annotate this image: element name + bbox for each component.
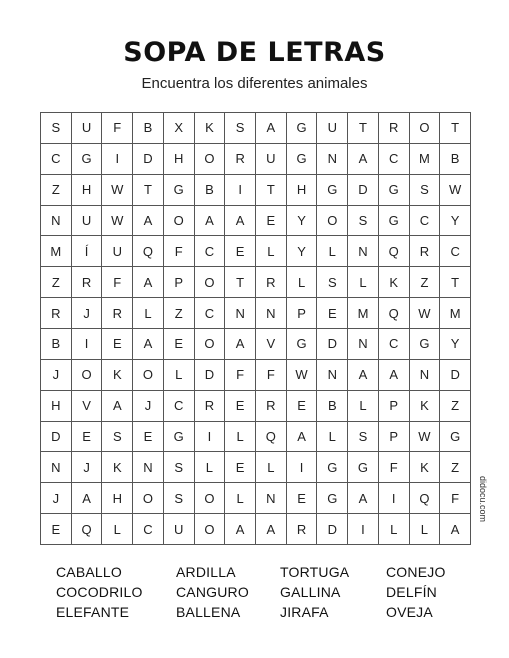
grid-cell: Z <box>41 175 72 206</box>
word-item: TORTUGA <box>280 564 350 580</box>
grid-cell: A <box>225 514 256 545</box>
grid-cell: D <box>317 329 348 360</box>
grid-cell: E <box>164 329 195 360</box>
grid-cell: R <box>102 298 133 329</box>
grid-cell: S <box>317 267 348 298</box>
grid-cell: A <box>102 391 133 422</box>
grid-cell: N <box>410 360 441 391</box>
grid-cell: G <box>317 483 348 514</box>
grid-cell: L <box>256 236 287 267</box>
grid-cell: Z <box>164 298 195 329</box>
grid-cell: K <box>102 452 133 483</box>
grid-cell: S <box>410 175 441 206</box>
grid-cell: P <box>379 391 410 422</box>
word-item: CABALLO <box>56 564 122 580</box>
grid-cell: Z <box>440 391 471 422</box>
grid-cell: I <box>287 452 318 483</box>
grid-cell: T <box>225 267 256 298</box>
grid-cell: O <box>410 113 441 144</box>
grid-cell: R <box>225 144 256 175</box>
grid-cell: S <box>225 113 256 144</box>
grid-cell: B <box>195 175 226 206</box>
grid-cell: H <box>287 175 318 206</box>
grid-cell: W <box>102 206 133 237</box>
grid-cell: L <box>225 483 256 514</box>
grid-cell: I <box>379 483 410 514</box>
word-item: BALLENA <box>176 604 241 620</box>
grid-cell: S <box>164 452 195 483</box>
grid-cell: N <box>256 298 287 329</box>
grid-cell: U <box>317 113 348 144</box>
grid-cell: L <box>133 298 164 329</box>
grid-cell: T <box>348 113 379 144</box>
grid-cell: C <box>195 236 226 267</box>
word-item: GALLINA <box>280 584 341 600</box>
grid-cell: C <box>410 206 441 237</box>
grid-cell: A <box>133 206 164 237</box>
grid-cell: E <box>133 422 164 453</box>
grid-cell: L <box>317 236 348 267</box>
word-item: DELFÍN <box>386 584 437 600</box>
grid-cell: L <box>195 452 226 483</box>
grid-cell: E <box>102 329 133 360</box>
grid-cell: G <box>287 113 318 144</box>
grid-cell: R <box>41 298 72 329</box>
grid-cell: A <box>225 206 256 237</box>
grid-cell: C <box>379 144 410 175</box>
grid-cell: L <box>410 514 441 545</box>
grid-cell: S <box>164 483 195 514</box>
grid-cell: Q <box>72 514 103 545</box>
grid-cell: G <box>379 175 410 206</box>
word-item: OVEJA <box>386 604 433 620</box>
grid-cell: Y <box>440 329 471 360</box>
grid-cell: C <box>379 329 410 360</box>
grid-cell: C <box>164 391 195 422</box>
grid-cell: D <box>317 514 348 545</box>
grid-cell: O <box>195 144 226 175</box>
grid-cell: I <box>225 175 256 206</box>
grid-cell: M <box>348 298 379 329</box>
grid-cell: N <box>225 298 256 329</box>
grid-cell: Z <box>440 452 471 483</box>
grid-cell: J <box>72 298 103 329</box>
grid-cell: U <box>72 206 103 237</box>
grid-cell: R <box>287 514 318 545</box>
grid-cell: Q <box>379 236 410 267</box>
grid-cell: E <box>225 391 256 422</box>
grid-cell: A <box>72 483 103 514</box>
grid-cell: G <box>410 329 441 360</box>
grid-cell: O <box>195 514 226 545</box>
grid-cell: G <box>287 329 318 360</box>
grid-cell: O <box>317 206 348 237</box>
grid-cell: U <box>102 236 133 267</box>
grid-cell: A <box>440 514 471 545</box>
grid-cell: C <box>41 144 72 175</box>
grid-cell: S <box>41 113 72 144</box>
grid-cell: Y <box>287 206 318 237</box>
grid-cell: P <box>379 422 410 453</box>
grid-cell: E <box>287 391 318 422</box>
grid-cell: G <box>72 144 103 175</box>
word-item: CANGURO <box>176 584 249 600</box>
grid-cell: G <box>317 175 348 206</box>
grid-cell: X <box>164 113 195 144</box>
grid-cell: F <box>379 452 410 483</box>
grid-cell: U <box>256 144 287 175</box>
grid-cell: D <box>133 144 164 175</box>
grid-cell: E <box>317 298 348 329</box>
grid-cell: N <box>256 483 287 514</box>
grid-cell: K <box>195 113 226 144</box>
grid-cell: N <box>41 452 72 483</box>
grid-cell: D <box>440 360 471 391</box>
grid-cell: J <box>72 452 103 483</box>
grid-cell: N <box>41 206 72 237</box>
grid-cell: A <box>379 360 410 391</box>
grid-cell: Y <box>440 206 471 237</box>
grid-cell: N <box>348 329 379 360</box>
grid-cell: I <box>348 514 379 545</box>
grid-cell: B <box>440 144 471 175</box>
grid-cell: G <box>348 452 379 483</box>
grid-cell: R <box>72 267 103 298</box>
word-item: JIRAFA <box>280 604 329 620</box>
grid-cell: A <box>195 206 226 237</box>
grid-cell: L <box>225 422 256 453</box>
grid-cell: O <box>133 360 164 391</box>
watermark: didocu.com <box>478 476 488 523</box>
grid-cell: T <box>440 113 471 144</box>
grid-cell: O <box>164 206 195 237</box>
word-item: ELEFANTE <box>56 604 130 620</box>
grid-cell: G <box>164 422 195 453</box>
page-title: SOPA DE LETRAS <box>123 37 386 68</box>
grid-cell: E <box>256 206 287 237</box>
grid-cell: B <box>317 391 348 422</box>
grid-cell: H <box>72 175 103 206</box>
grid-cell: G <box>164 175 195 206</box>
grid-cell: F <box>102 113 133 144</box>
grid-cell: N <box>317 360 348 391</box>
grid-cell: H <box>164 144 195 175</box>
grid-cell: A <box>348 483 379 514</box>
grid-cell: F <box>256 360 287 391</box>
word-column <box>56 562 143 622</box>
grid-cell: A <box>133 267 164 298</box>
grid-cell: F <box>164 236 195 267</box>
grid-cell: F <box>225 360 256 391</box>
grid-cell: E <box>41 514 72 545</box>
grid-cell: T <box>440 267 471 298</box>
grid-cell: R <box>410 236 441 267</box>
grid-cell: G <box>379 206 410 237</box>
grid-cell: G <box>287 144 318 175</box>
grid-cell: E <box>225 452 256 483</box>
grid-cell: L <box>256 452 287 483</box>
grid-cell: N <box>348 236 379 267</box>
grid-cell: I <box>195 422 226 453</box>
grid-cell: A <box>348 144 379 175</box>
grid-cell: Z <box>41 267 72 298</box>
grid-cell: Y <box>287 236 318 267</box>
grid-cell: P <box>164 267 195 298</box>
grid-cell: V <box>72 391 103 422</box>
grid-cell: D <box>348 175 379 206</box>
grid-cell: J <box>133 391 164 422</box>
word-item: CONEJO <box>386 564 446 580</box>
grid-cell: M <box>440 298 471 329</box>
grid-cell: Í <box>72 236 103 267</box>
grid-cell: C <box>133 514 164 545</box>
grid-cell: R <box>379 113 410 144</box>
grid-cell: R <box>256 267 287 298</box>
grid-cell: L <box>348 391 379 422</box>
grid-cell: E <box>225 236 256 267</box>
grid-cell: C <box>195 298 226 329</box>
grid-cell: C <box>440 236 471 267</box>
grid-cell: K <box>379 267 410 298</box>
grid-cell: W <box>410 422 441 453</box>
grid-cell: F <box>440 483 471 514</box>
grid-cell: R <box>256 391 287 422</box>
grid-cell: Z <box>410 267 441 298</box>
grid-cell: K <box>102 360 133 391</box>
grid-cell: W <box>410 298 441 329</box>
grid-cell: H <box>41 391 72 422</box>
grid-cell: L <box>164 360 195 391</box>
grid-cell: A <box>225 329 256 360</box>
grid-cell: D <box>41 422 72 453</box>
grid-cell: J <box>41 483 72 514</box>
grid-cell: L <box>317 422 348 453</box>
grid-cell: P <box>287 298 318 329</box>
grid-cell: U <box>164 514 195 545</box>
grid-cell: L <box>287 267 318 298</box>
grid-cell: G <box>317 452 348 483</box>
grid-cell: S <box>102 422 133 453</box>
grid-cell: H <box>102 483 133 514</box>
grid-cell: O <box>195 483 226 514</box>
grid-cell: N <box>133 452 164 483</box>
grid-cell: O <box>195 329 226 360</box>
grid-cell: I <box>102 144 133 175</box>
grid-cell: A <box>287 422 318 453</box>
grid-cell: W <box>287 360 318 391</box>
word-list <box>56 562 476 632</box>
grid-cell: A <box>256 514 287 545</box>
grid-cell: B <box>41 329 72 360</box>
word-column <box>280 562 349 622</box>
grid-cell: W <box>102 175 133 206</box>
grid-cell: V <box>256 329 287 360</box>
grid-cell: O <box>72 360 103 391</box>
grid-cell: Q <box>256 422 287 453</box>
word-item: COCODRILO <box>56 584 143 600</box>
grid-cell: G <box>440 422 471 453</box>
grid-cell: T <box>256 175 287 206</box>
grid-cell: S <box>348 206 379 237</box>
grid-cell: O <box>195 267 226 298</box>
grid-cell: T <box>133 175 164 206</box>
grid-cell: W <box>440 175 471 206</box>
grid-cell: O <box>133 483 164 514</box>
grid-cell: A <box>348 360 379 391</box>
grid-cell: M <box>41 236 72 267</box>
word-column <box>386 562 446 622</box>
grid-cell: L <box>348 267 379 298</box>
grid-cell: F <box>102 267 133 298</box>
grid-cell: E <box>287 483 318 514</box>
grid-cell: I <box>72 329 103 360</box>
grid-cell: L <box>379 514 410 545</box>
grid-cell: B <box>133 113 164 144</box>
grid-cell: E <box>72 422 103 453</box>
grid-cell: J <box>41 360 72 391</box>
grid-cell: R <box>195 391 226 422</box>
grid-cell: Q <box>133 236 164 267</box>
page-subtitle: Encuentra los diferentes animales <box>141 75 368 92</box>
grid-cell: M <box>410 144 441 175</box>
grid-cell: A <box>133 329 164 360</box>
grid-cell: D <box>195 360 226 391</box>
word-item: ARDILLA <box>176 564 236 580</box>
grid-cell: Q <box>410 483 441 514</box>
grid-cell: S <box>348 422 379 453</box>
grid-cell: U <box>72 113 103 144</box>
word-column <box>176 562 249 622</box>
grid-cell: Q <box>379 298 410 329</box>
grid-cell: N <box>317 144 348 175</box>
letter-grid <box>40 112 471 545</box>
grid-cell: K <box>410 391 441 422</box>
grid-cell: A <box>256 113 287 144</box>
grid-cell: K <box>410 452 441 483</box>
grid-cell: L <box>102 514 133 545</box>
